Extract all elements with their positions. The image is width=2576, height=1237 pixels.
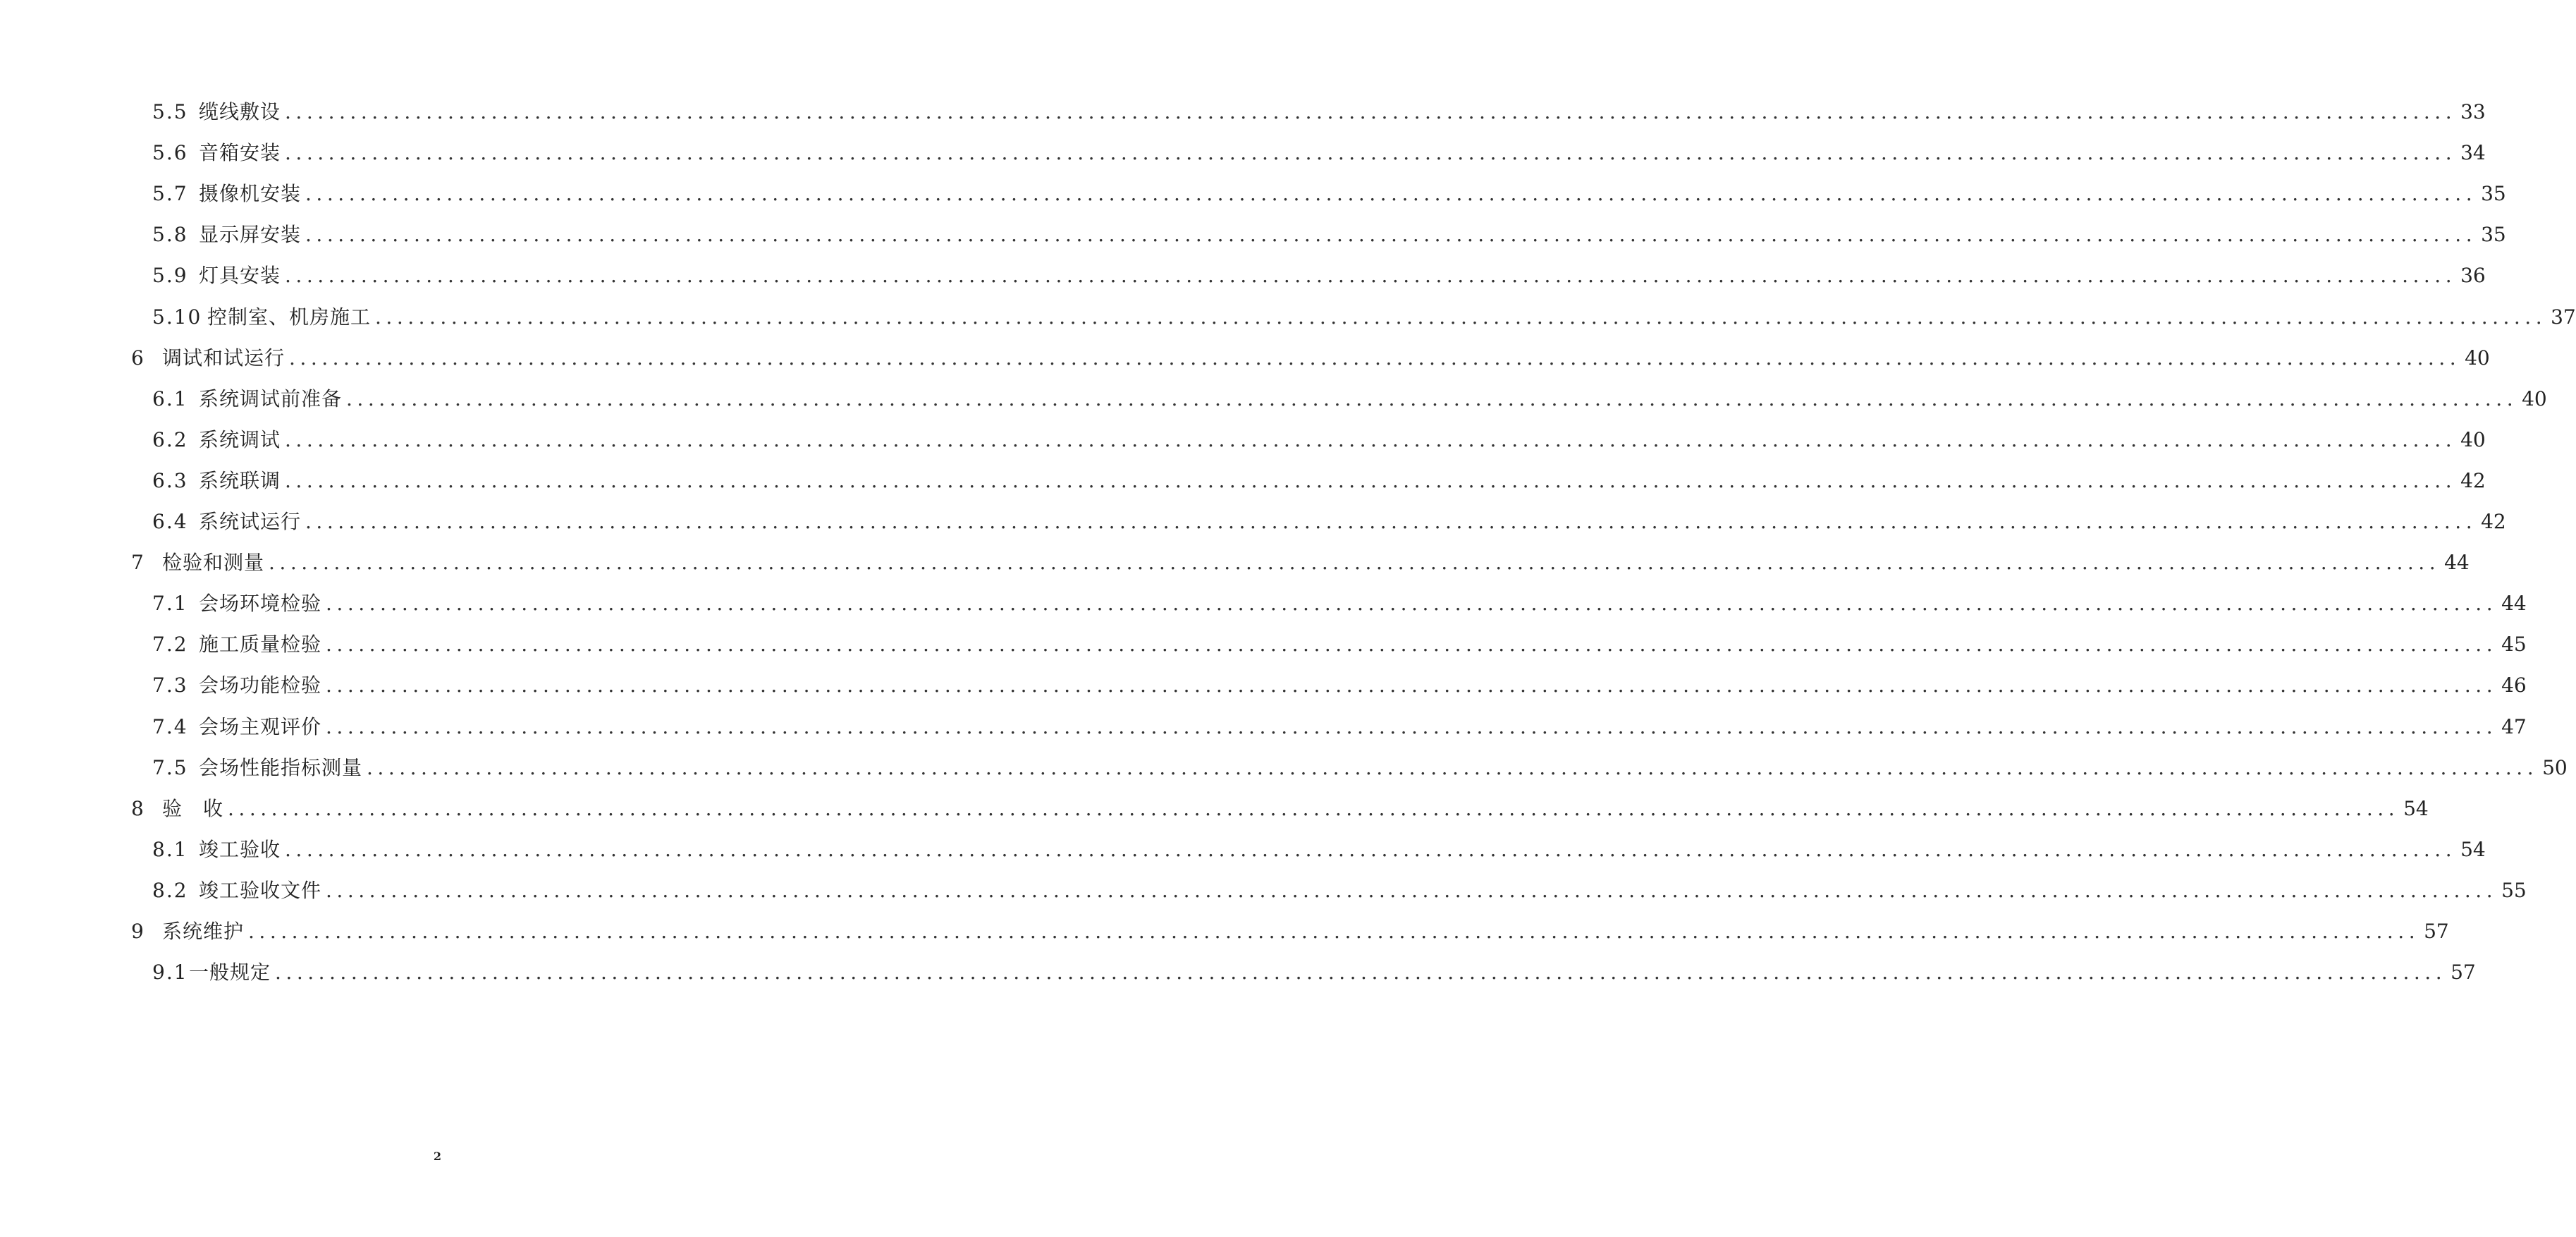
toc-entry-number: 8.2 [152, 878, 188, 902]
toc-entry-page: 33 [2460, 100, 2486, 123]
toc-entry-title: 施工质量检验 [199, 633, 322, 657]
toc-dot-leader: ........................................................................................................................................................................................................ [326, 714, 2498, 738]
toc-dot-leader: ........................................................................................................................................................................................................ [289, 346, 2461, 370]
toc-entry[interactable] [131, 916, 2449, 947]
toc-entry-page: 54 [2460, 837, 2486, 861]
toc-entry[interactable] [152, 302, 2576, 333]
toc-entry[interactable] [152, 138, 2486, 169]
toc-entry-number: 5.5 [152, 100, 188, 123]
toc-entry[interactable] [152, 957, 2476, 988]
toc-entry[interactable] [131, 547, 2470, 578]
toc-entry-title: 系统调试前准备 [199, 386, 343, 410]
toc-entry-title: 音箱安装 [199, 141, 281, 165]
toc-entry-title: 摄像机安装 [199, 182, 302, 206]
toc-entry-number: 7.4 [152, 714, 188, 738]
toc-entry-number: 5.6 [152, 141, 188, 165]
toc-entry-number: 9 [131, 920, 145, 943]
toc-entry-title: 一般规定 [189, 961, 271, 985]
toc-entry[interactable] [152, 260, 2486, 291]
toc-dot-leader: ........................................................................................................................................................................................................ [346, 386, 2518, 410]
toc-entry[interactable] [152, 875, 2527, 906]
toc-entry-number: 5.9 [152, 264, 188, 288]
toc-dot-leader: ........................................................................................................................................................................................................ [285, 837, 2457, 861]
toc-entry-page: 47 [2501, 714, 2527, 738]
toc-entry-page: 42 [2460, 468, 2486, 492]
toc-entry-number: 6.3 [152, 468, 188, 492]
toc-entry-page: 55 [2501, 878, 2527, 902]
toc-dot-leader: ........................................................................................................................................................................................................ [285, 264, 2457, 288]
toc-entry-number: 7.2 [152, 633, 188, 657]
toc-entry-title: 系统试运行 [199, 510, 302, 533]
toc-entry-number: 6.4 [152, 510, 188, 533]
toc-dot-leader: ........................................................................................................................................................................................................ [326, 633, 2498, 657]
toc-entry-title: 会场性能指标测量 [199, 755, 363, 779]
toc-entry-number: 7.3 [152, 674, 188, 697]
toc-entry-page: 45 [2501, 633, 2527, 657]
toc-entry-number: 5.7 [152, 182, 188, 206]
toc-entry-title: 显示屏安装 [199, 223, 302, 247]
toc-entry-number: 7 [131, 551, 145, 575]
toc-entry-title: 验 收 [162, 796, 224, 820]
toc-entry-page: 44 [2501, 592, 2527, 616]
toc-dot-leader: ........................................................................................................................................................................................................ [305, 510, 2477, 533]
toc-entry-page: 40 [2465, 346, 2490, 370]
toc-entry-page: 35 [2481, 182, 2506, 206]
toc-entry-title: 灯具安装 [199, 264, 281, 288]
page-number: 2 [433, 1150, 442, 1163]
toc-dot-leader: ........................................................................................................................................................................................................ [285, 141, 2457, 165]
toc-dot-leader: ........................................................................................................................................................................................................ [326, 878, 2498, 902]
toc-entry[interactable] [152, 384, 2547, 415]
toc-entry[interactable] [131, 793, 2429, 824]
toc-dot-leader: ........................................................................................................................................................................................................ [375, 305, 2547, 329]
toc-entry[interactable] [152, 834, 2486, 865]
toc-entry[interactable] [152, 712, 2527, 743]
toc-entry-number: 5.10 [152, 305, 202, 329]
toc-entry-title: 会场主观评价 [199, 714, 322, 738]
toc-entry-page: 46 [2501, 674, 2527, 697]
toc-entry[interactable] [152, 465, 2486, 496]
toc-dot-leader: ........................................................................................................................................................................................................ [305, 182, 2477, 206]
toc-entry-title: 控制室、机房施工 [207, 305, 372, 329]
toc-entry-title: 会场环境检验 [199, 592, 322, 616]
toc-entry-page: 57 [2451, 961, 2476, 985]
toc-entry-page: 57 [2424, 920, 2449, 943]
toc-entry-number: 6.2 [152, 427, 188, 451]
toc-dot-leader: ........................................................................................................................................................................................................ [285, 427, 2457, 451]
toc-entry-page: 54 [2403, 796, 2429, 820]
toc-entry-title: 会场功能检验 [199, 674, 322, 697]
toc-dot-leader: ........................................................................................................................................................................................................ [275, 961, 2447, 985]
toc-dot-leader: ........................................................................................................................................................................................................ [367, 755, 2539, 779]
toc-dot-leader: ........................................................................................................................................................................................................ [326, 674, 2498, 697]
toc-entry-page: 44 [2444, 551, 2470, 575]
toc-entry-title: 缆线敷设 [199, 100, 281, 123]
toc-entry-title: 检验和测量 [162, 551, 265, 575]
toc-dot-leader: ........................................................................................................................................................................................................ [285, 468, 2457, 492]
toc-dot-leader: ........................................................................................................................................................................................................ [248, 920, 2420, 943]
toc-entry-page: 42 [2481, 510, 2506, 533]
toc-entry-number: 7.5 [152, 755, 188, 779]
toc-dot-leader: ........................................................................................................................................................................................................ [228, 796, 2400, 820]
toc-entry-page: 37 [2551, 305, 2576, 329]
toc-entry-title: 系统维护 [162, 920, 245, 943]
toc-entry-page: 35 [2481, 223, 2506, 247]
toc-dot-leader: ........................................................................................................................................................................................................ [305, 223, 2477, 247]
toc-entry-page: 50 [2542, 755, 2568, 779]
toc-entry[interactable] [152, 629, 2527, 660]
toc-dot-leader: ........................................................................................................................................................................................................ [269, 551, 2441, 575]
toc-entry-page: 34 [2460, 141, 2486, 165]
toc-entry-title: 系统调试 [199, 427, 281, 451]
toc-entry-number: 8.1 [152, 837, 188, 861]
toc-entry[interactable] [152, 219, 2506, 250]
toc-entry[interactable] [152, 425, 2486, 456]
toc-dot-leader: ........................................................................................................................................................................................................ [326, 592, 2498, 616]
toc-entry-title: 竣工验收 [199, 837, 281, 861]
toc-entry-number: 7.1 [152, 592, 188, 616]
toc-entry-number: 6.1 [152, 386, 188, 410]
toc-entry[interactable] [152, 588, 2527, 619]
toc-entry-page: 40 [2460, 427, 2486, 451]
toc-entry-number: 5.8 [152, 223, 188, 247]
toc-entry-page: 36 [2460, 264, 2486, 288]
toc-entry[interactable] [152, 97, 2486, 128]
toc-entry[interactable] [152, 506, 2506, 537]
toc-entry-number: 9.1 [152, 961, 188, 985]
toc-entry[interactable] [131, 343, 2490, 374]
toc-dot-leader: ........................................................................................................................................................................................................ [285, 100, 2457, 123]
toc-entry[interactable] [152, 670, 2527, 701]
toc-entry[interactable] [152, 752, 2568, 784]
toc-entry-number: 6 [131, 346, 145, 370]
toc-entry-page: 40 [2522, 386, 2547, 410]
toc-entry-title: 竣工验收文件 [199, 878, 322, 902]
toc-entry-title: 系统联调 [199, 468, 281, 492]
toc-entry[interactable] [152, 178, 2506, 209]
toc-entry-number: 8 [131, 796, 145, 820]
toc-entry-title: 调试和试运行 [162, 346, 286, 370]
